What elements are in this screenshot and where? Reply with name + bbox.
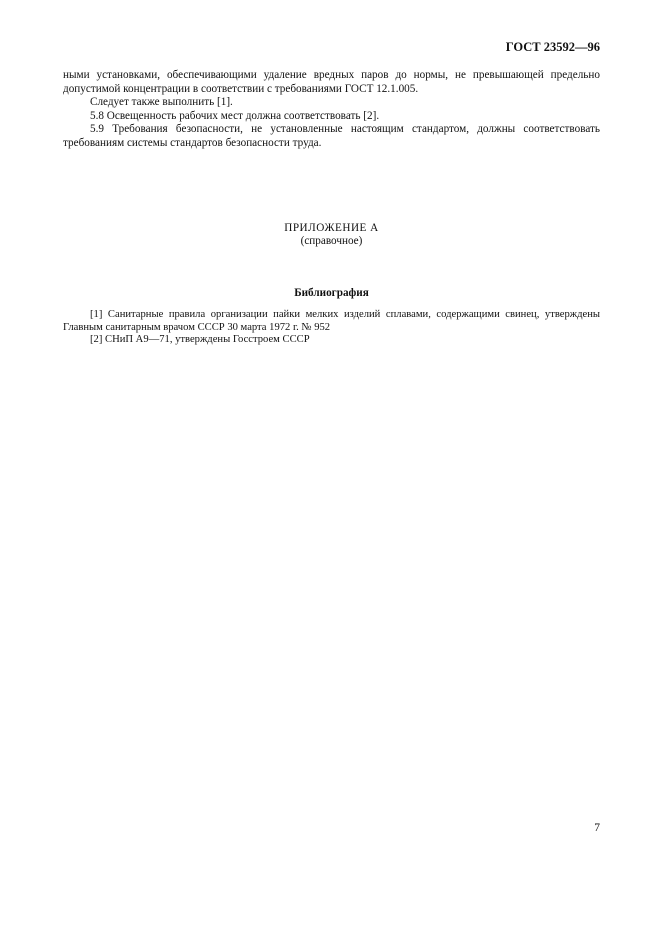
paragraph-requirement-1: Следует также выполнить [1]. <box>90 96 233 109</box>
appendix-heading <box>63 222 600 248</box>
page-number: 7 <box>594 822 600 834</box>
paragraph-continuation: ными установками, обеспечивающими удаление вредных паров до нормы, не превышающей предельно допустимой концентрации в соответствии с требованиями ГОСТ 12.1.005. <box>63 69 600 95</box>
section-text <box>63 69 600 151</box>
appendix-subtitle: (справочное) <box>300 235 363 247</box>
appendix-title: ПРИЛОЖЕНИЕ А <box>284 222 379 234</box>
paragraph-5-8: 5.8 Освещенность рабочих мест должна соответствовать [2]. <box>90 109 380 122</box>
document-code-header: ГОСТ 23592—96 <box>505 40 600 54</box>
bibliography-item-1: [1] Санитарные правила организации пайки мелких изделий сплавами, содержащими свинец, утверждены Главным санитарным врачом СССР 30 марта 1972 г. № 952 <box>63 309 600 333</box>
bibliography-list <box>63 309 600 347</box>
bibliography-title: Библиография <box>294 287 369 299</box>
bibliography-item-2: [2] СНиП А9—71, утверждены Госстроем СССР <box>90 334 310 346</box>
paragraph-5-9: 5.9 Требования безопасности, не установленные настоящим стандартом, должны соответствовать требованиям системы стандартов безопасности труда. <box>63 123 600 149</box>
